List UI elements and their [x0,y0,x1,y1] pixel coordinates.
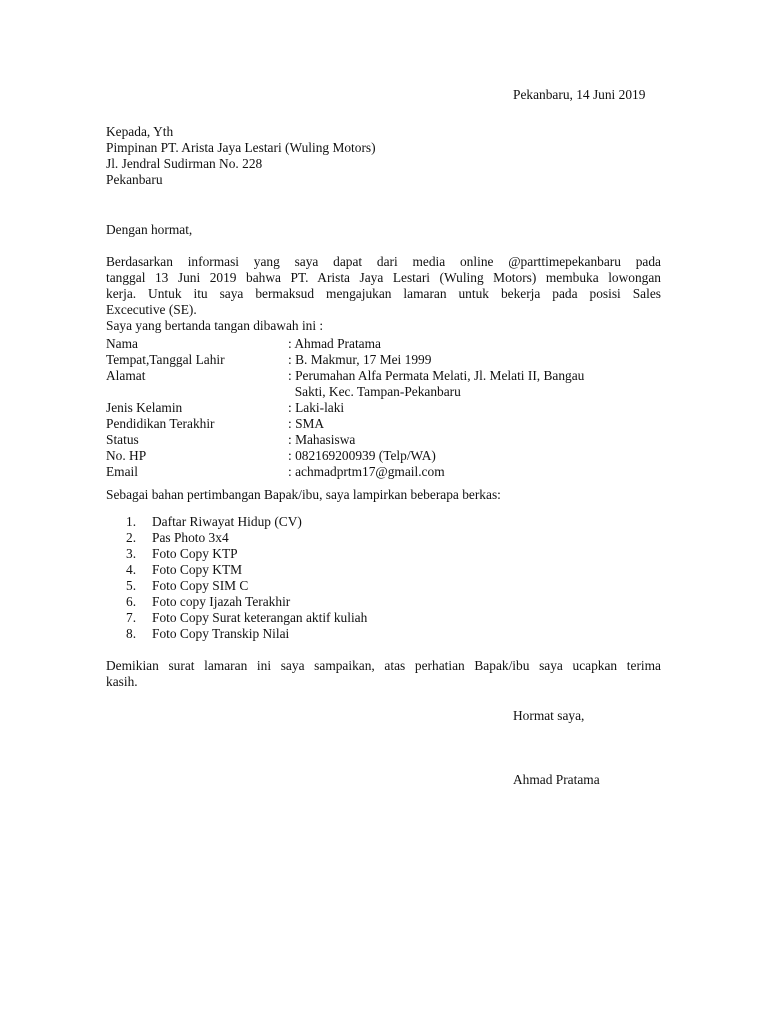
detail-label: Alamat [106,368,146,383]
closing-line: Demikian surat lamaran ini saya sampaikan, atas perhatian Bapak/ibu saya ucapkan terima [106,658,661,673]
list-item [126,546,367,562]
list-item [126,626,367,642]
closing-line: kasih. [106,674,138,689]
list-number: 3. [126,546,137,561]
recipient-line: Kepada, Yth [106,124,174,139]
attachments-list [126,514,367,642]
place-date: Pekanbaru, 14 Juni 2019 [513,87,646,102]
detail-row-name [106,336,666,352]
list-text: Foto Copy Surat keterangan aktif kuliah [152,610,368,625]
detail-label: No. HP [106,448,147,463]
detail-label: Email [106,464,138,479]
detail-value: : Mahasiswa [288,432,356,447]
list-item [126,594,367,610]
intro-paragraph [106,254,661,334]
detail-row-birth [106,352,666,368]
detail-value: : SMA [288,416,325,431]
detail-label: Tempat,Tanggal Lahir [106,352,225,367]
detail-value-multiline [288,368,666,400]
list-item [126,514,367,530]
recipient-line: Pimpinan PT. Arista Jaya Lestari (Wuling Motors) [106,140,376,155]
intro-line: kerja. Untuk itu saya bermaksud mengajukan lamaran untuk bekerja pada posisi Sales [106,286,661,301]
attachments-intro: Sebagai bahan pertimbangan Bapak/ibu, saya lampirkan beberapa berkas: [106,487,501,502]
list-number: 7. [126,610,137,625]
detail-row-status [106,432,666,448]
detail-row-education [106,416,666,432]
recipient-line: Pekanbaru [106,172,163,187]
detail-label: Jenis Kelamin [106,400,183,415]
salutation: Dengan hormat, [106,222,193,237]
complimentary-close: Hormat saya, [513,708,585,723]
list-item [126,610,367,626]
list-text: Daftar Riwayat Hidup (CV) [152,514,302,529]
detail-row-address [106,368,666,400]
recipient-line: Jl. Jendral Sudirman No. 228 [106,156,263,171]
detail-row-email [106,464,666,480]
detail-label: Nama [106,336,138,351]
list-text: Foto Copy KTM [152,562,243,577]
list-text: Foto Copy Transkip Nilai [152,626,290,641]
list-text: Foto copy Ijazah Terakhir [152,594,291,609]
list-text: Foto Copy KTP [152,546,238,561]
closing-paragraph [106,658,661,690]
list-item [126,530,367,546]
intro-line: Excecutive (SE). [106,302,197,317]
list-number: 4. [126,562,137,577]
intro-line: Berdasarkan informasi yang saya dapat dari media online @parttimepekanbaru pada [106,254,661,269]
detail-label: Pendidikan Terakhir [106,416,215,431]
list-text: Pas Photo 3x4 [152,530,229,545]
recipient-address [106,124,376,188]
intro-line: Saya yang bertanda tangan dibawah ini : [106,318,324,333]
detail-value: : achmadprtm17@gmail.com [288,464,445,479]
list-text: Foto Copy SIM C [152,578,249,593]
applicant-details [106,336,666,480]
detail-value: : Laki-laki [288,400,345,415]
detail-value: : Ahmad Pratama [288,336,381,351]
detail-row-gender [106,400,666,416]
signature-name: Ahmad Pratama [513,772,600,787]
detail-value: : 082169200939 (Telp/WA) [288,448,436,463]
address-line: : Perumahan Alfa Permata Melati, Jl. Melati II, Bangau [288,368,585,383]
list-number: 8. [126,626,137,641]
list-number: 1. [126,514,137,529]
detail-row-phone [106,448,666,464]
list-number: 6. [126,594,137,609]
intro-line: tanggal 13 Juni 2019 bahwa PT. Arista Jaya Lestari (Wuling Motors) membuka lowongan [106,270,661,285]
address-line: Sakti, Kec. Tampan-Pekanbaru [288,384,461,399]
list-item [126,562,367,578]
detail-value: : B. Makmur, 17 Mei 1999 [288,352,432,367]
list-item [126,578,367,594]
list-number: 5. [126,578,137,593]
list-number: 2. [126,530,137,545]
detail-label: Status [106,432,139,447]
